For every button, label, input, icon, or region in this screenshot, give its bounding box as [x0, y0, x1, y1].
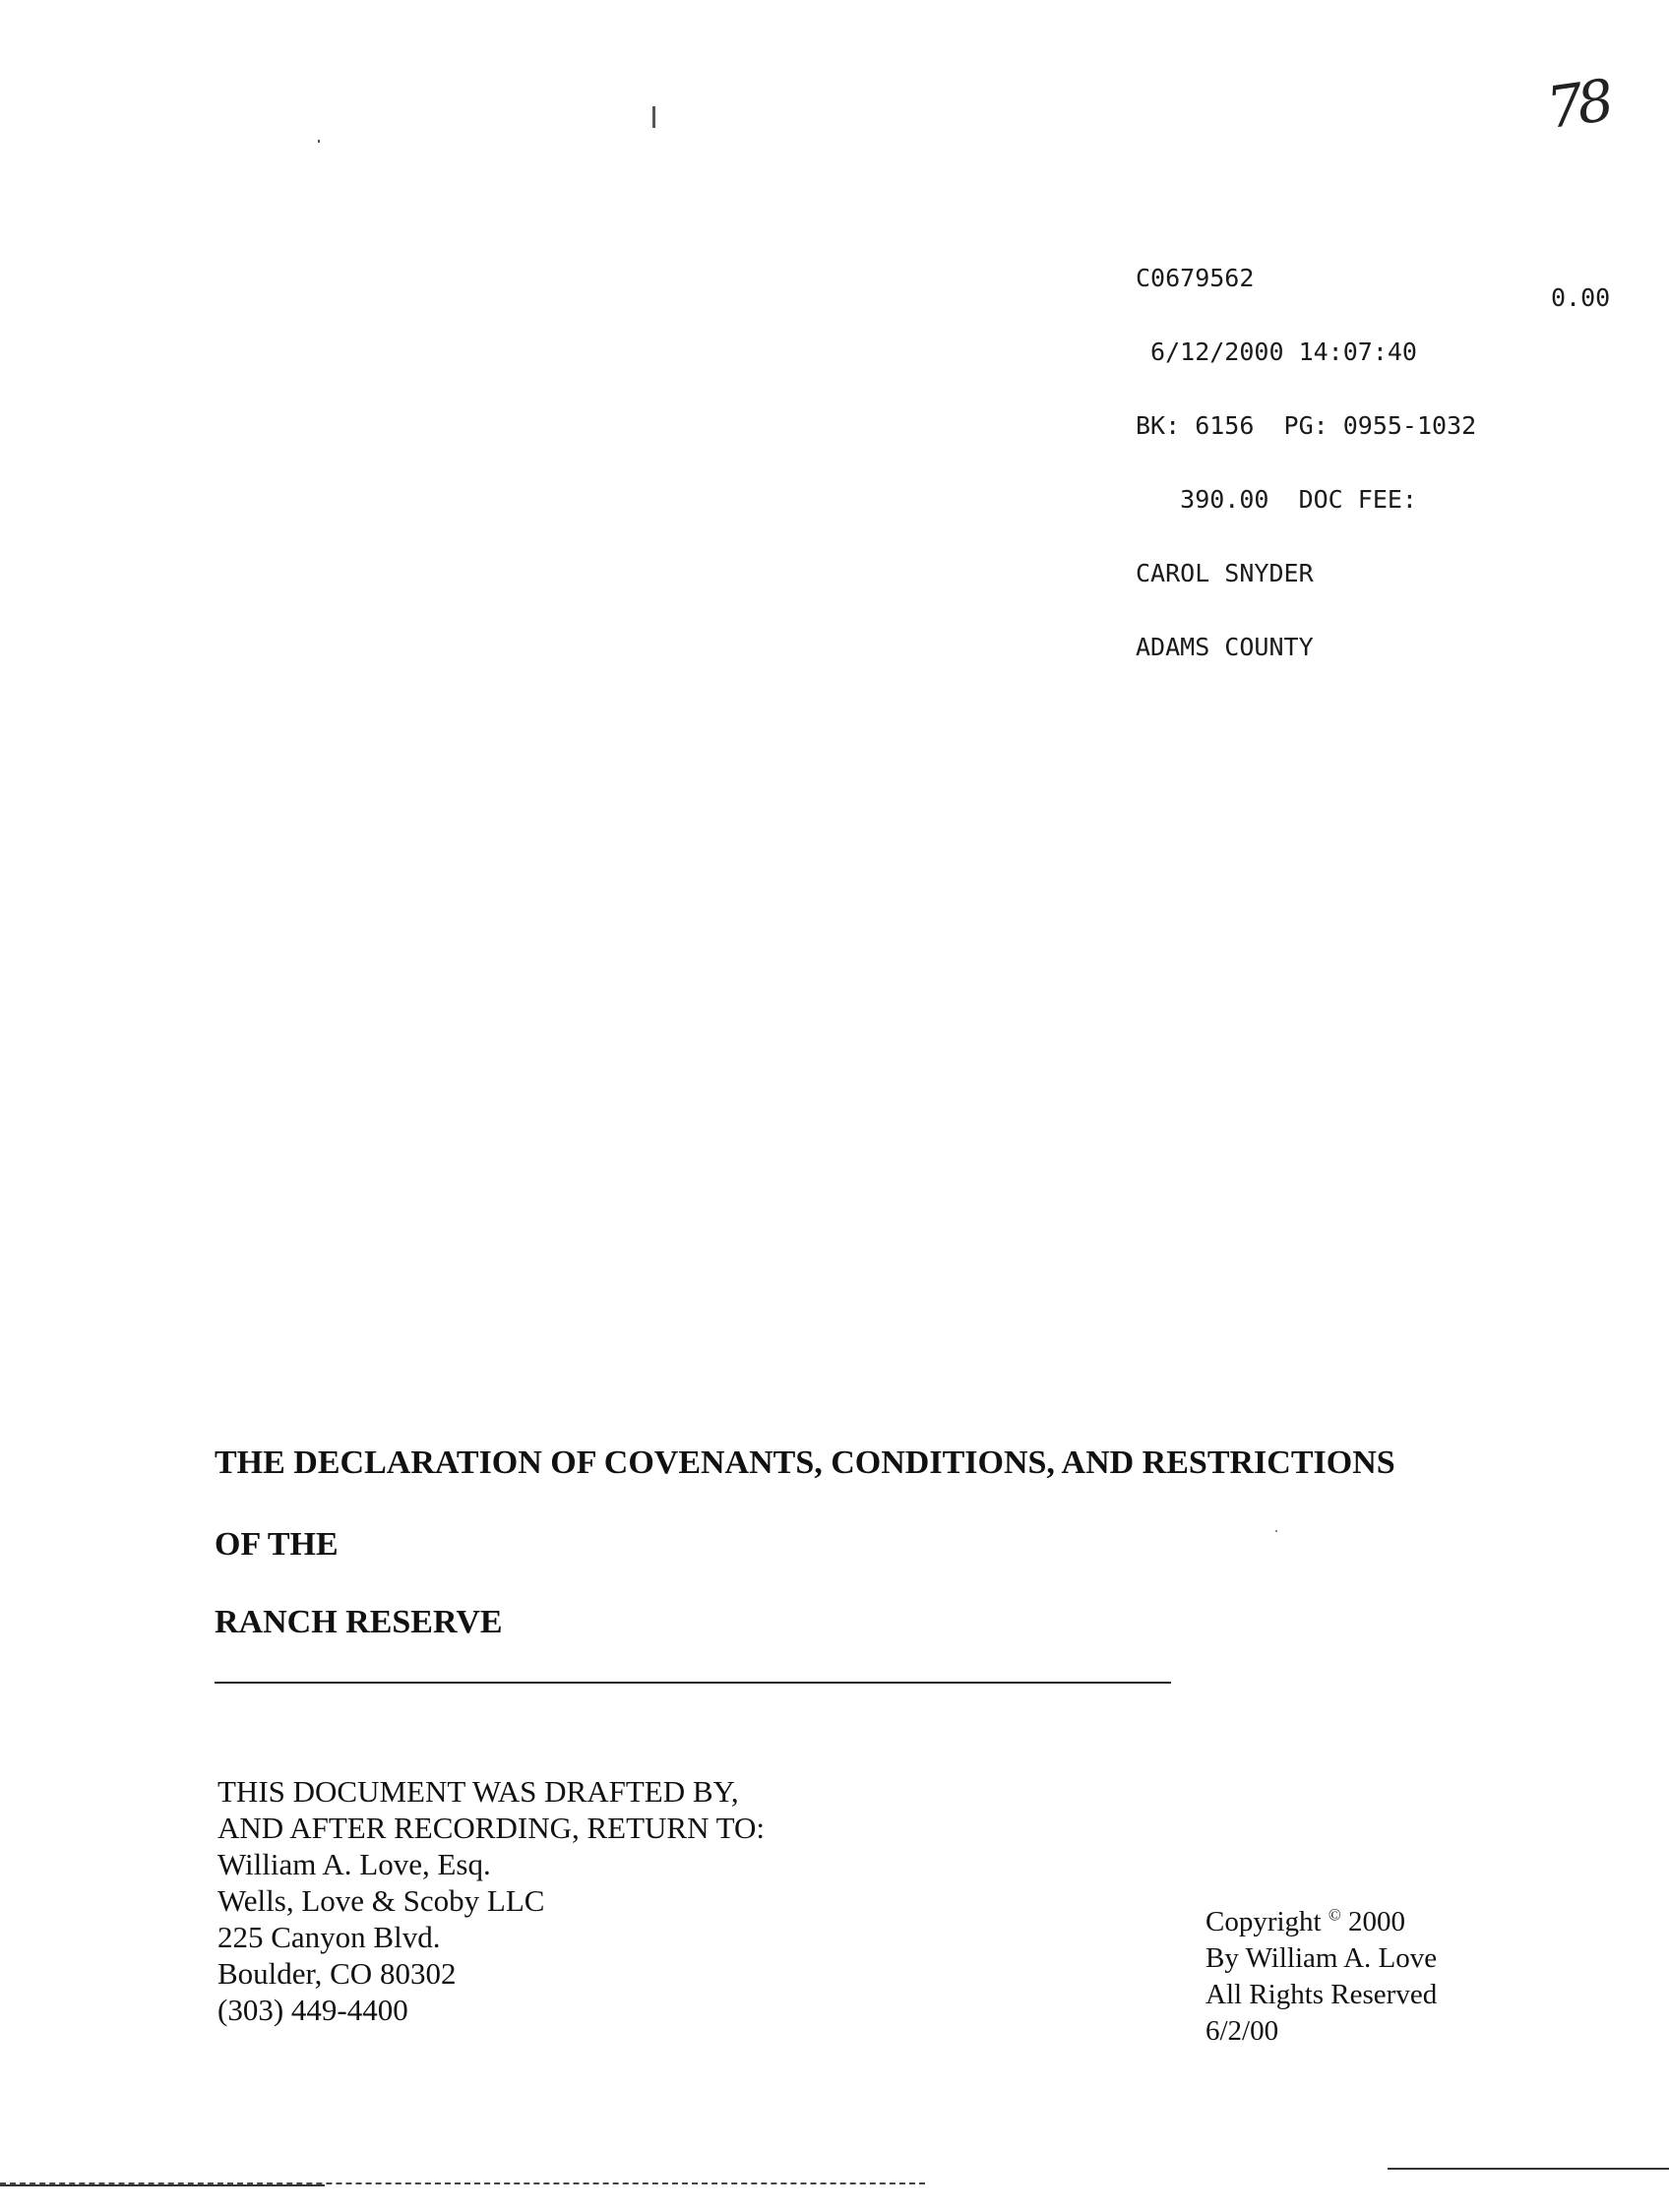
copyright-date: 6/2/00 [1205, 2015, 1279, 2047]
copyright-line [1205, 1904, 1437, 1940]
stamp-fees: 390.00 DOC FEE: [1136, 485, 1417, 514]
scan-speck [652, 106, 655, 128]
copyright-rights: All Rights Reserved [1205, 1979, 1438, 2010]
stamp-county: ADAMS COUNTY [1136, 633, 1314, 661]
copyright-label: Copyright [1205, 1906, 1322, 1937]
phone-number: (303) 449-4400 [217, 1993, 408, 2027]
bottom-scan-line-right [1388, 2168, 1669, 2170]
title-line-2: OF THE [215, 1526, 339, 1563]
copyright-year: 2000 [1348, 1906, 1406, 1937]
copyright-author: By William A. Love [1205, 1942, 1438, 1974]
street-address: 225 Canyon Blvd. [217, 1920, 441, 1954]
copyright-block [1205, 1904, 1437, 2050]
drafted-by-block [217, 1773, 765, 2028]
title-line-1: THE DECLARATION OF COVENANTS, CONDITIONS, AND RESTRICTIONS [215, 1444, 1395, 1481]
handwritten-page-mark: 78 [1542, 67, 1613, 142]
law-firm: Wells, Love & Scoby LLC [217, 1883, 545, 1918]
attorney-name: William A. Love, Esq. [217, 1847, 491, 1881]
drafted-line-2: AND AFTER RECORDING, RETURN TO: [217, 1811, 766, 1845]
drafted-line-1: THIS DOCUMENT WAS DRAFTED BY, [217, 1774, 739, 1809]
stamp-document-number: C0679562 [1136, 264, 1255, 292]
stamp-book-page: BK: 6156 PG: 0955-1032 [1136, 411, 1477, 440]
scan-speck [318, 140, 320, 143]
stamp-datetime: 6/12/2000 14:07:40 [1136, 338, 1417, 366]
stamp-doc-fee-value: 0.00 [1551, 283, 1611, 312]
title-line-3: RANCH RESERVE [215, 1604, 503, 1640]
bottom-scan-dashes [0, 2182, 925, 2184]
recording-stamp [1136, 216, 1476, 708]
copyright-symbol: © [1328, 1905, 1341, 1925]
title-underline [215, 1682, 1171, 1684]
city-state-zip: Boulder, CO 80302 [217, 1956, 457, 1991]
bottom-scan-line [0, 2184, 325, 2186]
stamp-recorder: CAROL SNYDER [1136, 559, 1314, 587]
scan-speck [1275, 1530, 1277, 1532]
